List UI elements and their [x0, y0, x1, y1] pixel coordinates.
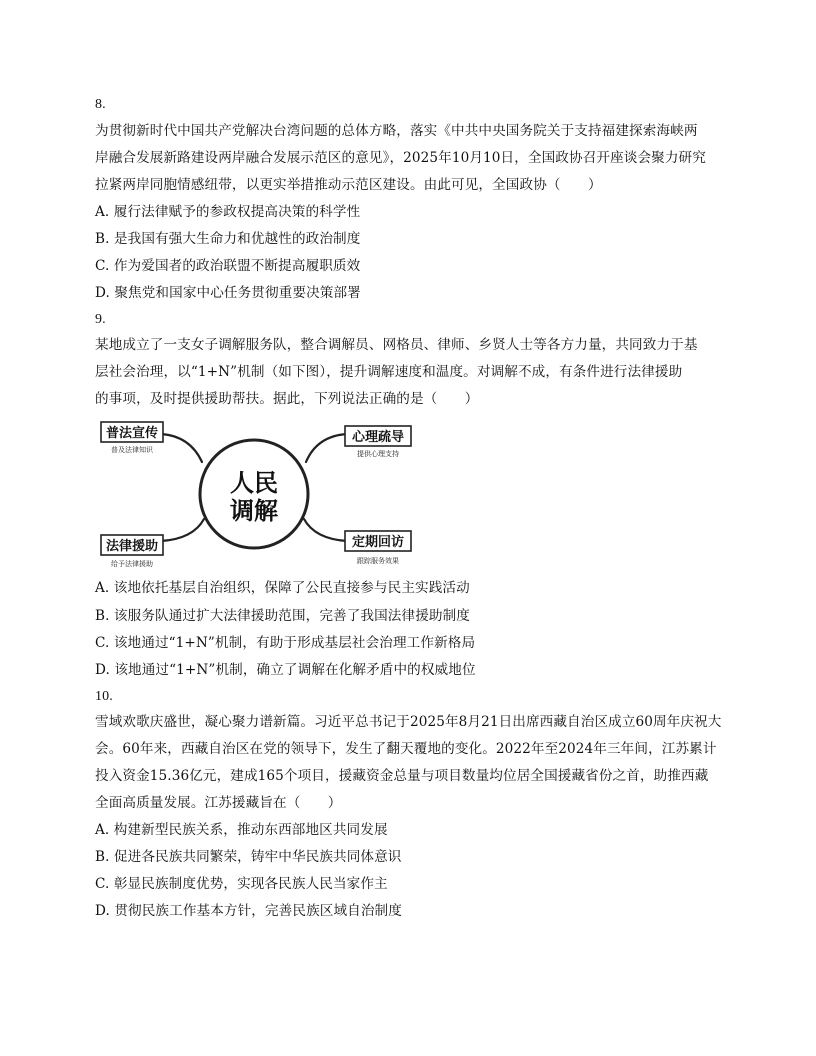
question-9-option-c: C. 该地通过“1+N”机制，有助于形成基层社会治理工作新格局: [95, 635, 476, 651]
question-10-option-d: D. 贯彻民族工作基本方针，完善民族区域自治制度: [95, 903, 402, 919]
question-8-stem-line: 拉紧两岸同胞情感纽带，以更实举措推动示范区建设。由此可见，全国政协（ ）: [95, 177, 602, 193]
question-8-option-b: B. 是我国有强大生命力和优越性的政治制度: [95, 231, 361, 247]
question-10-stem-line: 雪域欢歌庆盛世，凝心聚力谱新篇。习近平总书记于2025年8月21日出席西藏自治区成立60周年庆祝大: [95, 714, 722, 730]
question-10-stem-line: 会。60年来，西藏自治区在党的领导下，发生了翻天覆地的变化。2022年至2024年三年间，江苏累计: [95, 741, 717, 757]
question-10-option-a: A. 构建新型民族关系，推动东西部地区共同发展: [95, 822, 388, 838]
node-subtitle: 提供心理支持: [357, 450, 399, 458]
mediation-diagram: [95, 418, 425, 573]
question-9-option-b: B. 该服务队通过扩大法律援助范围，完善了我国法律援助制度: [95, 608, 470, 624]
connector-top-left: [161, 434, 202, 462]
center-label-line2: 调解: [230, 497, 278, 525]
node-subtitle: 跟踪服务效果: [357, 557, 399, 565]
node-huifang: [345, 531, 411, 565]
node-puxuan: [101, 422, 163, 454]
question-8-option-a: A. 履行法律赋予的参政权提高决策的科学性: [95, 204, 361, 220]
node-xinli: [345, 426, 411, 458]
node-title: 法律援助: [105, 539, 159, 554]
question-10-option-c: C. 彰显民族制度优势，实现各民族人民当家作主: [95, 876, 388, 892]
center-label-line1: 人民: [230, 469, 278, 497]
question-9-option-d: D. 该地通过“1+N”机制，确立了调解在化解矛盾中的权威地位: [95, 662, 476, 678]
question-9-stem-line: 的事项，及时提供援助帮扶。据此，下列说法正确的是（ ）: [95, 391, 479, 407]
node-subtitle: 给予法律援助: [111, 560, 153, 568]
node-title: 普法宣传: [105, 426, 159, 441]
node-title: 定期回访: [351, 535, 405, 550]
question-9-number: 9.: [95, 312, 106, 327]
question-8-stem-line: 岸融合发展新路建设两岸融合发展示范区的意见》，2025年10月10日，全国政协召开座谈会聚力研究: [95, 150, 706, 166]
question-10-number: 10.: [95, 689, 113, 704]
node-falv: [101, 535, 163, 568]
question-8-option-d: D. 聚焦党和国家中心任务贯彻重要决策部署: [95, 285, 361, 301]
question-9-option-a: A. 该地依托基层自治组织，保障了公民直接参与民主实践活动: [95, 580, 470, 596]
question-8-number: 8.: [95, 97, 106, 112]
node-subtitle: 普及法律知识: [111, 446, 153, 454]
question-8-stem-line: 为贯彻新时代中国共产党解决台湾问题的总体方略，落实《中共中央国务院关于支持福建探索海峡两: [95, 123, 698, 139]
question-8-option-c: C. 作为爱国者的政治联盟不断提高履职质效: [95, 258, 361, 274]
question-9-stem-line: 某地成立了一支女子调解服务队，整合调解员、网格员、律师、乡贤人士等各方力量，共同致力于基: [95, 337, 698, 353]
node-title: 心理疏导: [351, 430, 405, 445]
connector-top-right: [306, 434, 347, 462]
connector-bottom-left: [161, 519, 204, 541]
question-10-stem-line: 全面高质量发展。江苏援藏旨在（ ）: [95, 795, 342, 811]
connector-bottom-right: [304, 519, 347, 541]
question-9-stem-line: 层社会治理，以“1+N”机制（如下图），提升调解速度和温度。对调解不成，有条件进行法律援助: [95, 364, 683, 380]
question-10-option-b: B. 促进各民族共同繁荣，铸牢中华民族共同体意识: [95, 849, 402, 865]
question-10-stem-line: 投入资金15.36亿元，建成165个项目，援藏资金总量与项目数量均位居全国援藏省份之首，助推西藏: [95, 768, 709, 784]
